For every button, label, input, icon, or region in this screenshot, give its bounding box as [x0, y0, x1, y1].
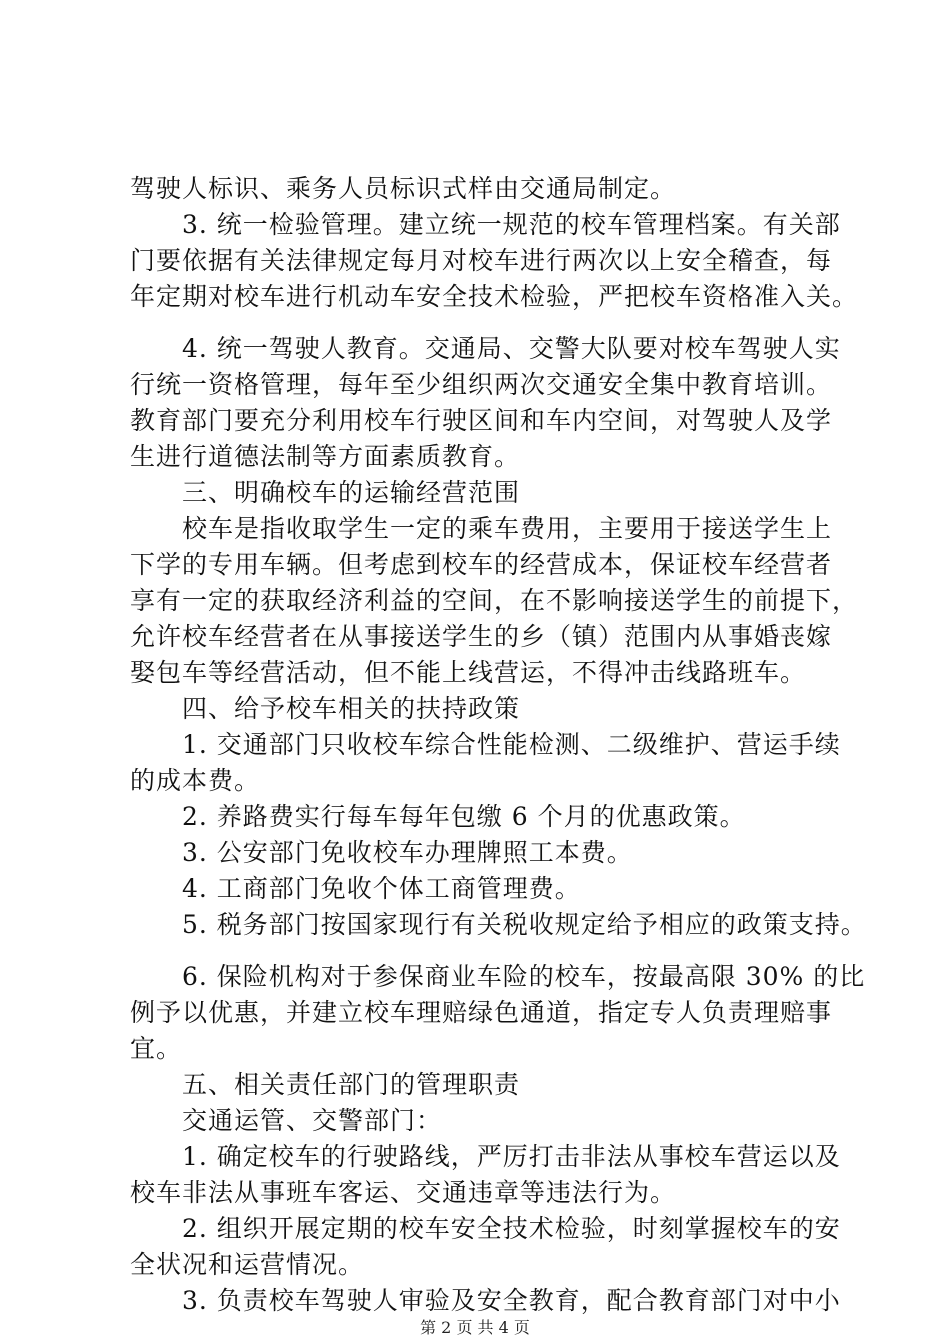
text-line: 4. 工商部门免收个体工商管理费。 [130, 874, 581, 903]
text-line: 下学的专用车辆。但考虑到校车的经营成本，保证校车经营者 [130, 550, 833, 579]
text-line: 3. 统一检验管理。建立统一规范的校车管理档案。有关部 [130, 210, 841, 239]
text-line: 驾驶人标识、乘务人员标识式样由交通局制定。 [130, 174, 677, 203]
text-line: 娶包车等经营活动，但不能上线营运，不得冲击线路班车。 [130, 658, 807, 687]
text-line: 1. 交通部门只收校车综合性能检测、二级维护、营运手续 [130, 730, 841, 759]
text-line: 年定期对校车进行机动车安全技术检验，严把校车资格准入关。 [130, 282, 859, 311]
text-line: 校车是指收取学生一定的乘车费用，主要用于接送学生上 [130, 514, 833, 543]
text-line: 校车非法从事班车客运、交通违章等违法行为。 [130, 1178, 677, 1207]
text-line: 交通运管、交警部门： [130, 1106, 443, 1135]
text-line: 3. 公安部门免收校车办理牌照工本费。 [130, 838, 633, 867]
text-line: 6. 保险机构对于参保商业车险的校车，按最高限 30% 的比 [130, 962, 866, 991]
text-line: 5. 税务部门按国家现行有关税收规定给予相应的政策支持。 [130, 910, 867, 939]
page-footer: 第 2 页 共 4 页 [420, 1318, 530, 1337]
text-line: 2. 组织开展定期的校车安全技术检验，时刻掌握校车的安 [130, 1214, 841, 1243]
text-line: 1. 确定校车的行驶路线，严厉打击非法从事校车营运以及 [130, 1142, 841, 1171]
section-heading: 五、相关责任部门的管理职责 [130, 1070, 521, 1099]
text-line: 生进行道德法制等方面素质教育。 [130, 442, 521, 471]
text-line: 全状况和运营情况。 [130, 1250, 365, 1279]
text-line: 4. 统一驾驶人教育。交通局、交警大队要对校车驾驶人实 [130, 334, 841, 363]
text-line: 行统一资格管理，每年至少组织两次交通安全集中教育培训。 [130, 370, 833, 399]
text-line: 允许校车经营者在从事接送学生的乡（镇）范围内从事婚丧嫁 [130, 622, 833, 651]
section-heading: 四、给予校车相关的扶持政策 [130, 694, 521, 723]
text-line: 的成本费。 [130, 766, 261, 795]
text-line: 3. 负责校车驾驶人审验及安全教育，配合教育部门对中小 [130, 1286, 841, 1315]
text-line: 宜。 [130, 1034, 183, 1063]
text-line: 例予以优惠，并建立校车理赔绿色通道，指定专人负责理赔事 [130, 998, 833, 1027]
text-line: 门要依据有关法律规定每月对校车进行两次以上安全稽查，每 [130, 246, 833, 275]
text-line: 教育部门要充分利用校车行驶区间和车内空间，对驾驶人及学 [130, 406, 833, 435]
text-line: 2. 养路费实行每车每年包缴 6 个月的优惠政策。 [130, 802, 746, 831]
section-heading: 三、明确校车的运输经营范围 [130, 478, 521, 507]
text-line: 享有一定的获取经济利益的空间，在不影响接送学生的前提下， [130, 586, 859, 615]
